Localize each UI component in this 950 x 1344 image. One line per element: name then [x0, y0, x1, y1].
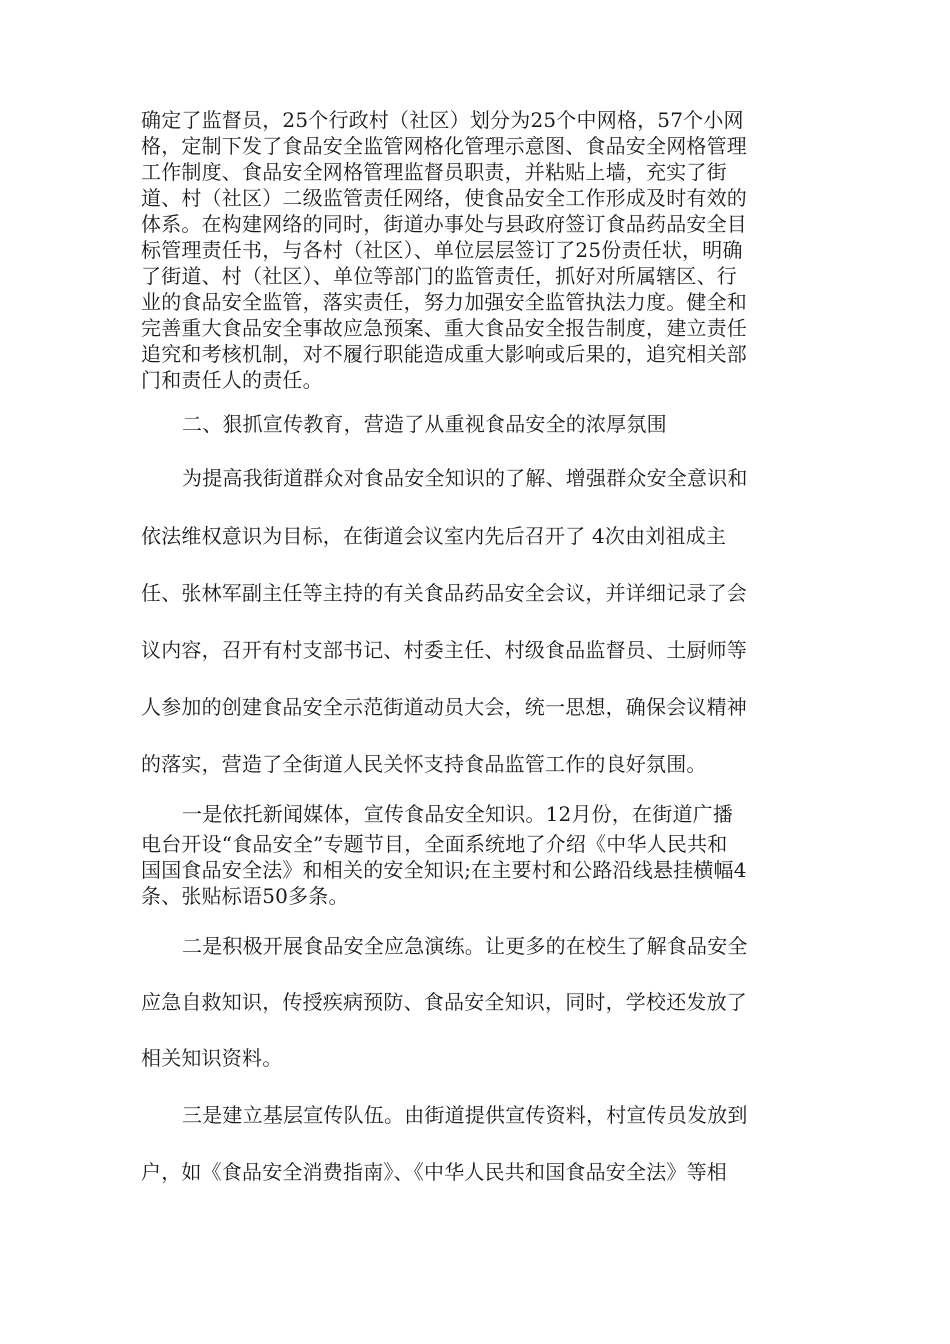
- text-line: 标管理责任书，与各村（社区）、单位层层签订了25份责任状，明确: [141, 238, 743, 262]
- text-line: 依法维权意识为目标，在街道会议室内先后召开了 4次由刘祖成主: [141, 524, 727, 548]
- text-line: 应急自救知识，传授疾病预防、食品安全知识，同时，学校还发放了: [141, 990, 747, 1014]
- text-line: 条、张贴标语50多条。: [141, 884, 349, 908]
- text-line: 追究和考核机制，对不履行职能造成重大影响或后果的，追究相关部: [141, 342, 747, 366]
- text-line: 户，如《食品安全消费指南》、《中华人民共和国食品安全法》等相: [141, 1160, 727, 1184]
- text-line: 了街道、村（社区）、单位等部门的监管责任，抓好对所属辖区、行: [141, 264, 737, 288]
- text-line: 工作制度、食品安全网格管理监督员职责，并粘贴上墙，充实了街: [141, 160, 727, 184]
- text-line: 电台开设“食品安全”专题节目，全面系统地了介绍《中华人民共和: [141, 832, 728, 856]
- text-line: 国国食品安全法》和相关的安全知识;在主要村和公路沿线悬挂横幅4: [141, 858, 747, 882]
- text-line: 体系。在构建网络的同时，街道办事处与县政府签订食品药品安全目: [141, 212, 747, 236]
- text-line: 完善重大食品安全事故应急预案、重大食品安全报告制度，建立责任: [141, 316, 747, 340]
- text-line: 一是依托新闻媒体，宣传食品安全知识。12月份，在街道广播: [182, 802, 734, 826]
- section-heading: 二、狠抓宣传教育，营造了从重视食品安全的浓厚氛围: [182, 412, 667, 436]
- text-line: 道、村（社区）二级监管责任网络，使食品安全工作形成及时有效的: [141, 186, 747, 210]
- text-line: 三是建立基层宣传队伍。由街道提供宣传资料，村宣传员发放到: [182, 1103, 748, 1127]
- text-line: 议内容，召开有村支部书记、村委主任、村级食品监督员、土厨师等: [141, 638, 747, 662]
- text-line: 相关知识资料。: [141, 1046, 283, 1070]
- text-line: 二是积极开展食品安全应急演练。让更多的在校生了解食品安全: [182, 934, 748, 958]
- text-line: 任、张林军副主任等主持的有关食品药品安全会议，并详细记录了会: [141, 581, 747, 605]
- text-line: 格，定制下发了食品安全监管网格化管理示意图、食品安全网格管理: [141, 134, 747, 158]
- text-line: 人参加的创建食品安全示范街道动员大会，统一思想，确保会议精神: [141, 695, 747, 719]
- text-line: 业的食品安全监管，落实责任，努力加强安全监管执法力度。健全和: [141, 290, 747, 314]
- text-line: 为提高我街道群众对食品安全知识的了解、增强群众安全意识和: [182, 466, 748, 490]
- text-line: 门和责任人的责任。: [141, 368, 323, 392]
- text-line: 确定了监督员，25个行政村（社区）划分为25个中网格，57个小网: [141, 108, 744, 132]
- text-line: 的落实，营造了全街道人民关怀支持食品监管工作的良好氛围。: [141, 752, 707, 776]
